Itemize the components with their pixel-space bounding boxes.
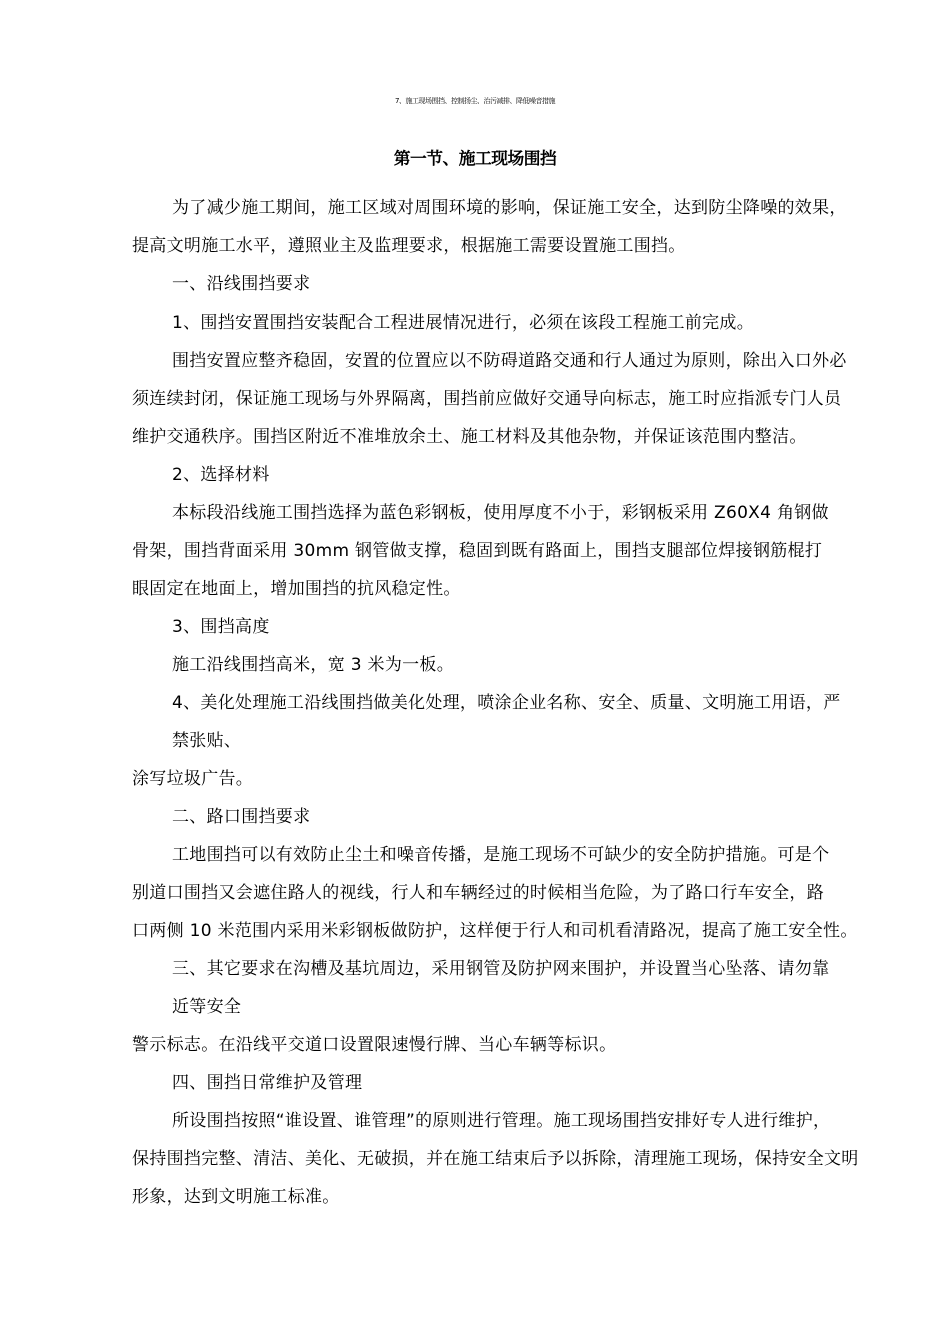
subheading: 四、围挡日常维护及管理 <box>172 1073 363 1093</box>
paragraph-line: 禁张贴、 <box>172 731 242 751</box>
paragraph-line: 涂写垃圾广告。 <box>132 769 254 789</box>
document-header: 7、施工现场围挡、控制扬尘、治污减排、降低噪音措施 <box>395 97 555 105</box>
paragraph-line: 眼固定在地面上，增加围挡的抗风稳定性。 <box>132 579 461 599</box>
paragraph-line: 施工沿线围挡高米，宽 3 米为一板。 <box>172 655 455 675</box>
paragraph-line: 4、美化处理施工沿线围挡做美化处理，喷涂企业名称、安全、质量、文明施工用语，严 <box>172 693 841 713</box>
paragraph-line: 警示标志。在沿线平交道口设置限速慢行牌、当心车辆等标识。 <box>132 1035 617 1055</box>
paragraph-line: 骨架，围挡背面采用 30mm 钢管做支撑，稳固到既有路面上，围挡支腿部位焊接钢筋棍打 <box>132 541 823 561</box>
paragraph-line: 本标段沿线施工围挡选择为蓝色彩钢板，使用厚度不小于，彩钢板采用 Z60X4 角钢做 <box>172 503 829 523</box>
paragraph-line: 形象，达到文明施工标准。 <box>132 1187 340 1207</box>
paragraph-line: 保持围挡完整、清洁、美化、无破损，并在施工结束后予以拆除，清理施工现场，保持安全文明 <box>132 1149 859 1169</box>
paragraph-line: 围挡安置应整齐稳固，安置的位置应以不防碍道路交通和行人通过为原则，除出入口外必 <box>172 351 847 371</box>
paragraph-line: 提高文明施工水平，遵照业主及监理要求，根据施工需要设置施工围挡。 <box>132 236 686 256</box>
subheading: 一、沿线围挡要求 <box>172 274 311 294</box>
subheading: 二、路口围挡要求 <box>172 807 311 827</box>
paragraph-line: 为了减少施工期间，施工区域对周围环境的影响，保证施工安全，达到防尘降噪的效果， <box>172 198 847 218</box>
paragraph-line: 须连续封闭，保证施工现场与外界隔离，围挡前应做好交通导向标志，施工时应指派专门人员 <box>132 389 842 409</box>
subheading: 2、选择材料 <box>172 465 270 485</box>
paragraph-line: 别道口围挡又会遮住路人的视线，行人和车辆经过的时候相当危险，为了路口行车安全，路 <box>132 883 824 903</box>
section-title: 第一节、施工现场围挡 <box>393 148 557 168</box>
paragraph-line: 口两侧 10 米范围内采用米彩钢板做防护，这样便于行人和司机看清路况，提高了施工安全性。 <box>132 921 858 941</box>
paragraph-line: 工地围挡可以有效防止尘土和噪音传播，是施工现场不可缺少的安全防护措施。可是个 <box>172 845 830 865</box>
subheading: 3、围挡高度 <box>172 617 270 637</box>
paragraph-line: 1、围挡安置围挡安装配合工程进展情况进行，必须在该段工程施工前完成。 <box>172 313 755 333</box>
paragraph-line: 三、其它要求在沟槽及基坑周边，采用钢管及防护网来围护，并设置当心坠落、请勿靠 <box>172 959 830 979</box>
paragraph-line: 近等安全 <box>172 997 242 1017</box>
paragraph-line: 所设围挡按照“谁设置、谁管理”的原则进行管理。施工现场围挡安排好专人进行维护， <box>172 1111 831 1131</box>
paragraph-line: 维护交通秩序。围挡区附近不准堆放余土、施工材料及其他杂物，并保证该范围内整洁。 <box>132 427 807 447</box>
